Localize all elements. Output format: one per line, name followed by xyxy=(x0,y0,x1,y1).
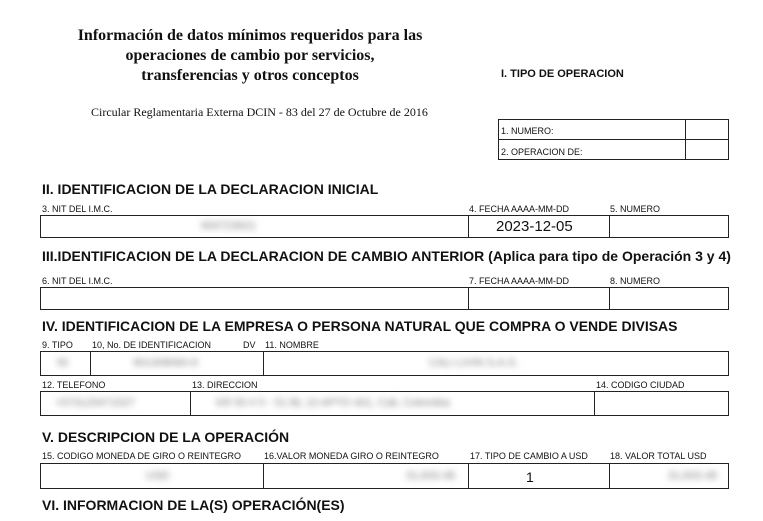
form-title-line1: Información de datos mínimos requeridos para las xyxy=(77,27,423,44)
nit-imc-anterior-field[interactable] xyxy=(41,288,468,309)
section-declaracion-anterior-title: III.IDENTIFICACION DE LA DECLARACION DE CAMBIO ANTERIOR (Aplica para tipo de Operación 3 y 4) xyxy=(42,248,731,264)
numero-label: 1. NUMERO: xyxy=(501,126,554,136)
descripcion-row xyxy=(40,463,729,489)
tipo-cambio-label: 17. TIPO DE CAMBIO A USD xyxy=(470,451,588,461)
form-title-line2: operaciones de cambio por servicios, xyxy=(125,47,375,64)
fecha-value: 2023-12-05 xyxy=(496,218,573,235)
declaracion-inicial-row xyxy=(40,215,729,238)
codigo-moneda-value: USD xyxy=(146,470,170,482)
valor-total-label: 18. VALOR TOTAL USD xyxy=(610,451,707,461)
valor-moneda-value: 31,833.48 xyxy=(406,470,455,482)
codigo-ciudad-field[interactable] xyxy=(595,392,728,415)
codigo-ciudad-label: 14. CODIGO CIUDAD xyxy=(596,380,685,390)
fecha-label: 4. FECHA AAAA-MM-DD xyxy=(469,204,570,214)
tipo-operacion-table xyxy=(498,119,729,160)
section-descripcion-title: V. DESCRIPCION DE LA OPERACIÓN xyxy=(42,429,290,445)
form-title-line3: transferencias y otros conceptos xyxy=(141,67,359,84)
fecha-anterior-field[interactable] xyxy=(469,288,609,309)
section-informacion-operaciones-title: VI. INFORMACION DE LA(S) OPERACIÓN(ES) xyxy=(42,497,345,513)
numero-identificacion-value: 901308060-6 xyxy=(133,357,198,369)
operacion-de-field[interactable] xyxy=(686,140,728,159)
nit-imc-anterior-label: 6. NIT DEL I.M.C. xyxy=(42,276,113,286)
telefono-value: +573125471527 xyxy=(55,397,135,409)
tipo-id-value: NI xyxy=(57,357,68,369)
tipo-id-label: 9. TIPO xyxy=(42,340,73,350)
tipo-cambio-value: 1 xyxy=(526,469,534,485)
nit-imc-label: 3. NIT DEL I.M.C. xyxy=(42,204,113,214)
valor-total-value: 31,833.48 xyxy=(668,470,717,482)
section-declaracion-inicial-title: II. IDENTIFICACION DE LA DECLARACION INICIAL xyxy=(42,181,379,197)
nit-imc-value: 900723621 xyxy=(201,220,257,232)
telefono-label: 12. TELEFONO xyxy=(42,380,106,390)
direccion-label: 13. DIRECCION xyxy=(192,380,258,390)
dv-label: DV xyxy=(243,340,256,350)
numero-identificacion-label: 10, No. DE IDENTIFICACION xyxy=(92,340,212,350)
numero-inicial-field[interactable] xyxy=(610,216,728,237)
circular-reference: Circular Reglamentaria Externa DCIN - 83 del 27 de Octubre de 2016 xyxy=(91,105,428,119)
section-tipo-operacion-title: I. TIPO DE OPERACION xyxy=(501,68,624,80)
valor-moneda-label: 16.VALOR MONEDA GIRO O REINTEGRO xyxy=(264,451,439,461)
form-title xyxy=(40,26,460,86)
empresa-id-row xyxy=(40,351,729,376)
codigo-moneda-label: 15. CODIGO MONEDA DE GIRO O REINTEGRO xyxy=(42,451,242,461)
empresa-contacto-row xyxy=(40,391,729,416)
operacion-de-label: 2. OPERACION DE: xyxy=(501,147,583,157)
numero-anterior-label: 8. NUMERO xyxy=(610,276,661,286)
numero-field[interactable] xyxy=(686,120,728,139)
nombre-value: CALI LIVIN S.A.S. xyxy=(429,357,519,369)
declaracion-anterior-row xyxy=(40,287,729,310)
direccion-value: KR 50 # 5 - 51 BL 10 APTO 401, Cali, Colombia xyxy=(216,397,450,409)
numero-inicial-label: 5. NUMERO xyxy=(610,204,661,214)
nombre-label: 11. NOMBRE xyxy=(265,340,319,350)
numero-anterior-field[interactable] xyxy=(610,288,728,309)
section-empresa-title: IV. IDENTIFICACION DE LA EMPRESA O PERSONA NATURAL QUE COMPRA O VENDE DIVISAS xyxy=(42,318,678,334)
fecha-anterior-label: 7. FECHA AAAA-MM-DD xyxy=(469,276,570,286)
